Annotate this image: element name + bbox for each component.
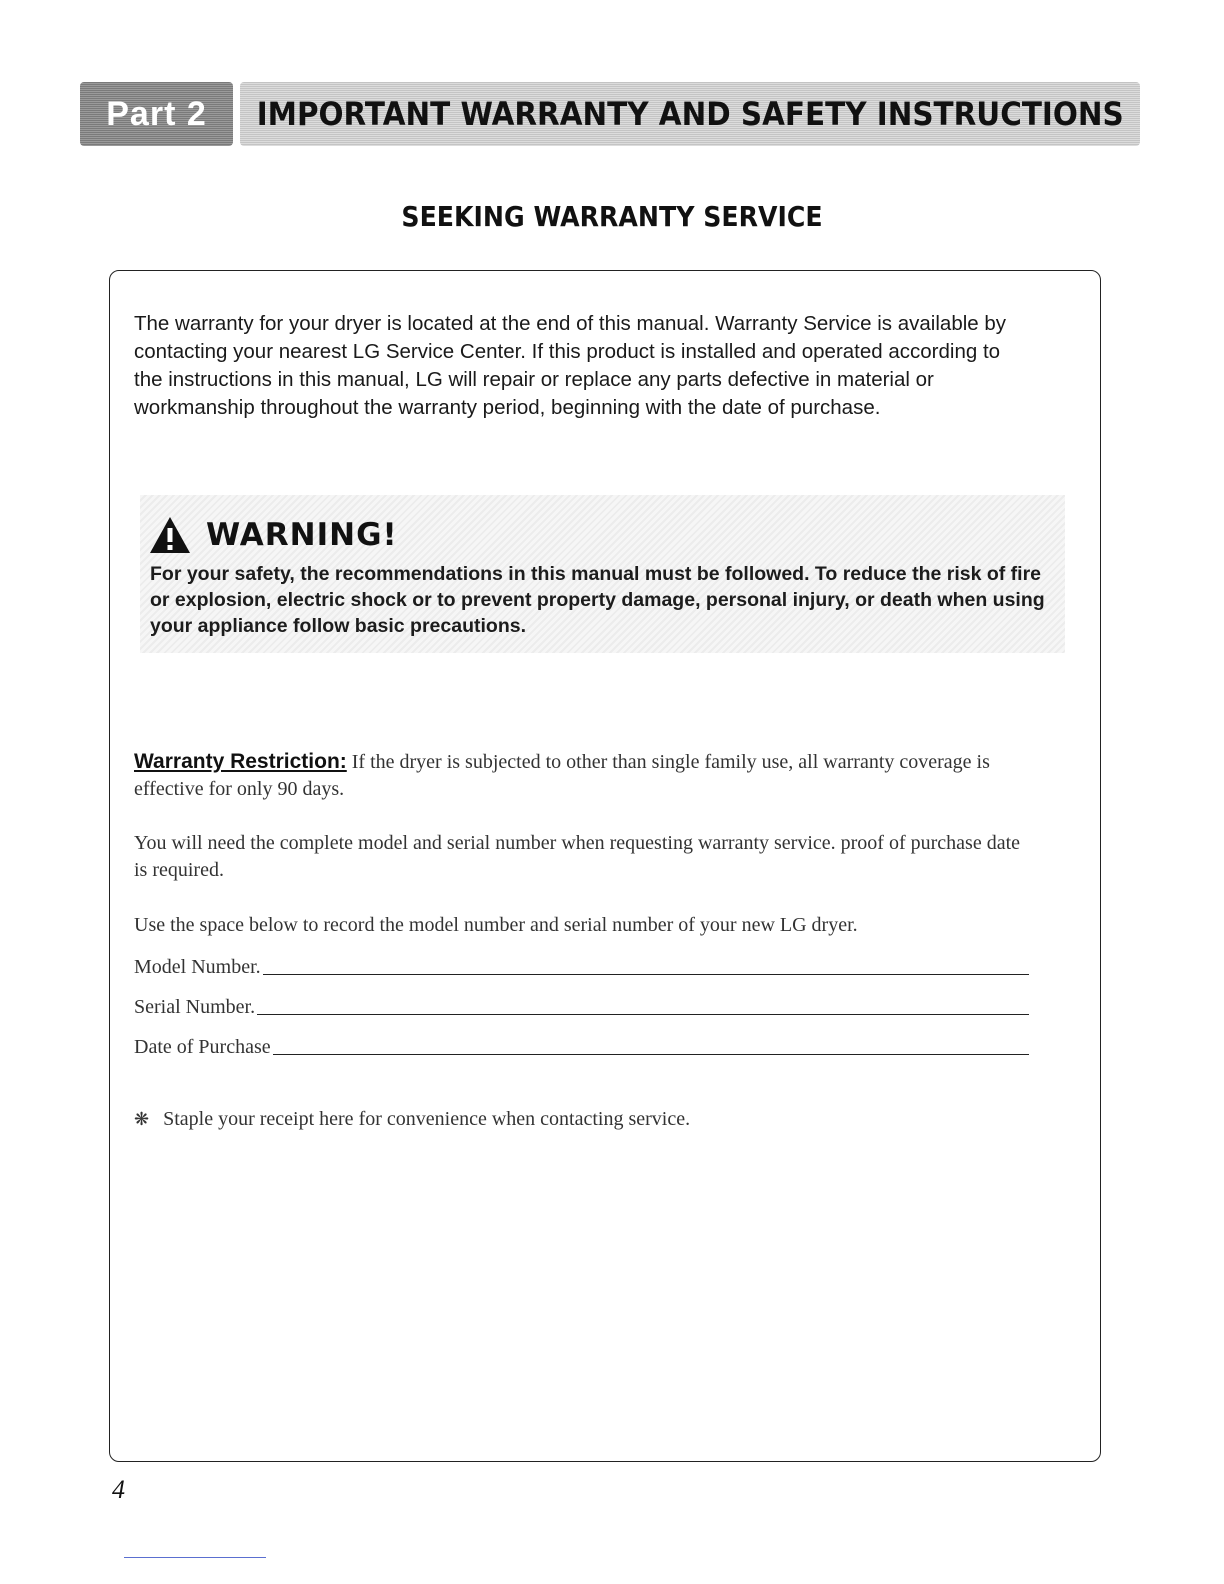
restriction-label: Warranty Restriction: (134, 750, 347, 773)
serial-number-rule (257, 1014, 1029, 1015)
serial-note: You will need the complete model and serial number when requesting warranty service. proof of purchase date is required. (134, 832, 1021, 881)
footer-rule (124, 1557, 266, 1558)
serial-number-label: Serial Number. (134, 996, 256, 1018)
warning-panel (140, 495, 1065, 653)
warning-triangle-icon (148, 515, 192, 555)
header-title: IMPORTANT WARRANTY AND SAFETY INSTRUCTIONS (256, 95, 1124, 133)
warning-title: WARNING! (206, 517, 398, 553)
section-title: SEEKING WARRANTY SERVICE (401, 200, 823, 233)
serial-number-field[interactable] (134, 991, 1029, 1019)
restriction-text: If the dryer is subjected to other than single family use, all warranty coverage is effective for only 90 days. (134, 751, 990, 800)
page-header (80, 82, 1140, 146)
model-number-rule (263, 974, 1029, 975)
part-badge: Part 2 (80, 82, 233, 146)
date-of-purchase-rule (273, 1054, 1029, 1055)
record-instructions: Use the space below to record the model number and serial number of your new LG dryer. (134, 914, 858, 936)
model-number-field[interactable] (134, 951, 1029, 979)
staple-text: Staple your receipt here for convenience when contacting service. (163, 1108, 691, 1130)
intro-paragraph: The warranty for your dryer is located at the end of this manual. Warranty Service is available by contacting your nearest LG Service Center. If this product is installed and operated according to the instructions in this manual, LG will repair or replace any parts defective in material or workmanship throughout the warranty period, beginning with the date of purchase. (134, 312, 1007, 419)
date-of-purchase-label: Date of Purchase (134, 1036, 271, 1058)
asterisk-icon: ❋ (134, 1109, 150, 1129)
page-number: 4 (112, 1475, 125, 1504)
staple-note (134, 1108, 1034, 1131)
warranty-restriction (134, 748, 1034, 803)
warning-text: For your safety, the recommendations in this manual must be followed. To reduce the risk of fire or explosion, electric shock or to prevent property damage, personal injury, or death when using your appliance follow basic precautions. (150, 563, 1045, 637)
date-of-purchase-field[interactable] (134, 1031, 1029, 1059)
warning-heading (148, 515, 398, 555)
model-number-label: Model Number. (134, 956, 261, 978)
header-bar (240, 82, 1140, 146)
